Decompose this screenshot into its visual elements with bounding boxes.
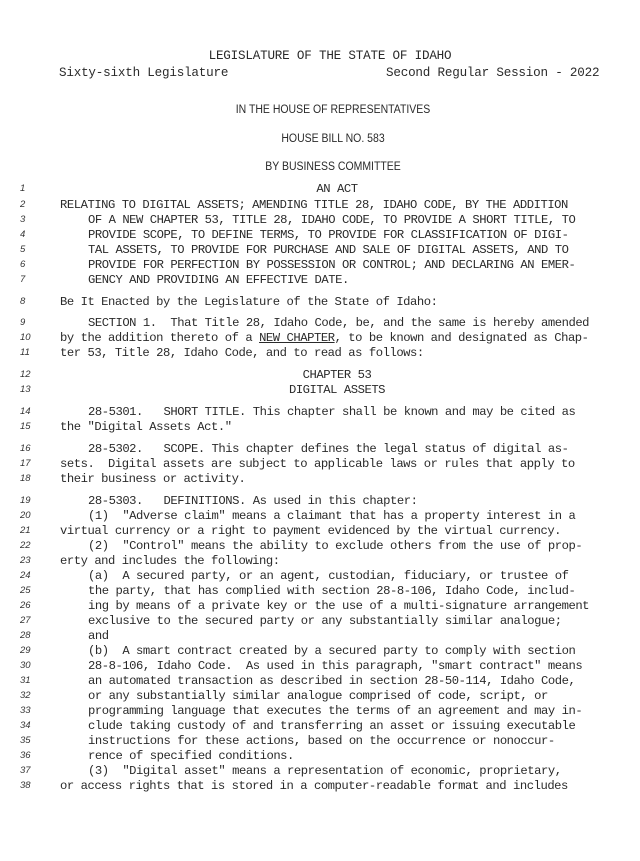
- bill-line: [0, 405, 640, 419]
- line-number: 9: [20, 317, 26, 328]
- line-text: RELATING TO DIGITAL ASSETS; AMENDING TITLE 28, IDAHO CODE, BY THE ADDITION: [60, 198, 568, 212]
- bill-line: [0, 346, 640, 360]
- line-number: 26: [20, 600, 31, 611]
- bill-line: [0, 420, 640, 434]
- line-number: 28: [20, 630, 31, 641]
- line-number: 15: [20, 421, 31, 432]
- bill-line: [0, 316, 640, 330]
- bill-line: [0, 539, 640, 553]
- session-label: Second Regular Session - 2022: [386, 66, 600, 80]
- line-number: 34: [20, 720, 31, 731]
- bill-line: [0, 273, 640, 287]
- bill-line: [0, 331, 640, 345]
- line-text: 28-5301. SHORT TITLE. This chapter shall be known and may be cited as: [88, 405, 576, 419]
- line-text: PROVIDE FOR PERFECTION BY POSSESSION OR CONTROL; AND DECLARING AN EMER-: [88, 258, 576, 272]
- bill-line: [0, 749, 640, 763]
- line-text: (3) "Digital asset" means a representation of economic, proprietary,: [88, 764, 562, 778]
- legislature-number: Sixty-sixth Legislature: [59, 66, 229, 80]
- line-text: GENCY AND PROVIDING AN EFFECTIVE DATE.: [88, 273, 349, 287]
- line-text: (2) "Control" means the ability to exclude others from the use of prop-: [88, 539, 583, 553]
- line-text: SECTION 1. That Title 28, Idaho Code, be, and the same is hereby amended: [88, 316, 590, 330]
- bill-line: [0, 258, 640, 272]
- line-number: 16: [20, 443, 31, 454]
- line-number: 12: [20, 369, 31, 380]
- legislature-title: LEGISLATURE OF THE STATE OF IDAHO: [208, 49, 452, 63]
- line-number: 27: [20, 615, 31, 626]
- line-number: 23: [20, 555, 31, 566]
- bill-line: [0, 295, 640, 309]
- line-number: 8: [20, 296, 26, 307]
- bill-line: [0, 457, 640, 471]
- line-number: 17: [20, 458, 31, 469]
- sponsor-line: BY BUSINESS COMMITTEE: [265, 159, 401, 173]
- line-number: 7: [20, 274, 26, 285]
- bill-line: [0, 674, 640, 688]
- bill-line: [0, 584, 640, 598]
- line-number: 5: [20, 244, 26, 255]
- line-text: erty and includes the following:: [60, 554, 280, 568]
- line-text: (a) A secured party, or an agent, custodian, fiduciary, or trustee of: [88, 569, 569, 583]
- line-text: rence of specified conditions.: [88, 749, 294, 763]
- bill-line: [0, 569, 640, 583]
- bill-line: [0, 554, 640, 568]
- line-text: clude taking custody of and transferring an asset or issuing executable: [88, 719, 576, 733]
- line-number: 22: [20, 540, 31, 551]
- bill-line: [0, 472, 640, 486]
- line-number: 10: [20, 332, 31, 343]
- line-number: 25: [20, 585, 31, 596]
- line-number: 6: [20, 259, 26, 270]
- bill-line: [0, 198, 640, 212]
- line-text: 28-8-106, Idaho Code. As used in this paragraph, "smart contract" means: [88, 659, 583, 673]
- bill-line: [0, 182, 640, 196]
- line-text: ter 53, Title 28, Idaho Code, and to read as follows:: [60, 346, 424, 360]
- line-text-part: by the addition thereto of a: [60, 331, 260, 345]
- line-number: 13: [20, 384, 31, 395]
- line-number: 33: [20, 705, 31, 716]
- line-text: 28-5303. DEFINITIONS. As used in this chapter:: [88, 494, 418, 508]
- line-text: TAL ASSETS, TO PROVIDE FOR PURCHASE AND SALE OF DIGITAL ASSETS, AND TO: [88, 243, 569, 257]
- line-text: (1) "Adverse claim" means a claimant that has a property interest in a: [88, 509, 576, 523]
- line-number: 18: [20, 473, 31, 484]
- line-number: 11: [20, 347, 30, 358]
- line-number: 38: [20, 780, 31, 791]
- bill-line: [0, 614, 640, 628]
- line-number: 21: [20, 525, 31, 536]
- line-text: AN ACT: [316, 182, 358, 196]
- bill-line: [0, 629, 640, 643]
- bill-line: [0, 524, 640, 538]
- line-text: [60, 331, 589, 345]
- line-text: CHAPTER 53: [302, 368, 372, 382]
- bill-line: [0, 734, 640, 748]
- bill-line: [0, 719, 640, 733]
- line-text: ing by means of a private key or the use of a multi-signature arrangement: [88, 599, 590, 613]
- bill-line: [0, 494, 640, 508]
- line-number: 36: [20, 750, 31, 761]
- bill-line: [0, 383, 640, 397]
- bill-line: [0, 243, 640, 257]
- line-number: 24: [20, 570, 31, 581]
- line-number: 29: [20, 645, 31, 656]
- bill-line: [0, 689, 640, 703]
- line-text: (b) A smart contract created by a secured party to comply with section: [88, 644, 576, 658]
- line-text: the "Digital Assets Act.": [60, 420, 232, 434]
- bill-line: [0, 659, 640, 673]
- bill-line: [0, 442, 640, 456]
- line-number: 4: [20, 229, 26, 240]
- line-text: DIGITAL ASSETS: [288, 383, 386, 397]
- bill-line: [0, 213, 640, 227]
- line-text: an automated transaction as described in section 28-50-114, Idaho Code,: [88, 674, 576, 688]
- line-number: 2: [20, 199, 26, 210]
- line-number: 3: [20, 214, 26, 225]
- line-text: or any substantially similar analogue comprised of code, script, or: [88, 689, 548, 703]
- bill-line: [0, 228, 640, 242]
- line-text: OF A NEW CHAPTER 53, TITLE 28, IDAHO CODE, TO PROVIDE A SHORT TITLE, TO: [88, 213, 576, 227]
- line-number: 35: [20, 735, 31, 746]
- bill-number: HOUSE BILL NO. 583: [281, 131, 385, 145]
- line-text: PROVIDE SCOPE, TO DEFINE TERMS, TO PROVIDE FOR CLASSIFICATION OF DIGI-: [88, 228, 569, 242]
- bill-line: [0, 509, 640, 523]
- line-text: instructions for these actions, based on the occurrence or nonoccur-: [88, 734, 555, 748]
- line-text: 28-5302. SCOPE. This chapter defines the legal status of digital as-: [88, 442, 569, 456]
- line-text: their business or activity.: [60, 472, 246, 486]
- bill-line: [0, 368, 640, 382]
- line-number: 31: [20, 675, 31, 686]
- line-text: and: [88, 629, 109, 643]
- line-number: 1: [20, 183, 26, 194]
- line-text: programming language that executes the terms of an agreement and may in-: [88, 704, 583, 718]
- line-text: virtual currency or a right to payment evidenced by the virtual currency.: [60, 524, 562, 538]
- bill-line: [0, 764, 640, 778]
- line-text: the party, that has complied with section 28-8-106, Idaho Code, includ-: [88, 584, 576, 598]
- line-number: 19: [20, 495, 31, 506]
- chamber-heading: IN THE HOUSE OF REPRESENTATIVES: [235, 102, 431, 116]
- line-text: exclusive to the secured party or any substantially similar analogue;: [88, 614, 562, 628]
- bill-line: [0, 644, 640, 658]
- line-number: 37: [20, 765, 31, 776]
- bill-line: [0, 704, 640, 718]
- line-text: sets. Digital assets are subject to applicable laws or rules that apply to: [60, 457, 575, 471]
- bill-line: [0, 599, 640, 613]
- line-text-part: , to be known and designated as Chap-: [334, 331, 589, 345]
- line-number: 20: [20, 510, 31, 521]
- line-number: 30: [20, 660, 31, 671]
- line-text: or access rights that is stored in a computer-readable format and includes: [60, 779, 568, 793]
- new-chapter-underlined: NEW CHAPTER: [259, 331, 335, 345]
- line-number: 14: [20, 406, 31, 417]
- line-number: 32: [20, 690, 31, 701]
- line-text: Be It Enacted by the Legislature of the State of Idaho:: [60, 295, 438, 309]
- bill-line: [0, 779, 640, 793]
